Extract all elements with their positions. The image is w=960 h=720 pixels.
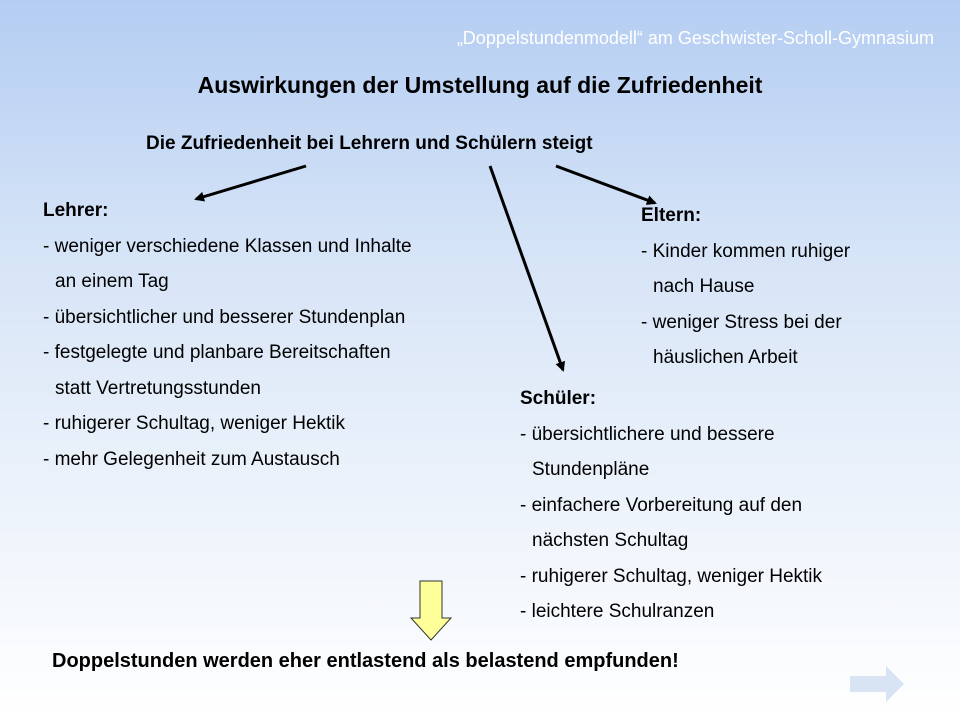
lehrer-point-continuation: statt Vertretungsstunden: [55, 377, 261, 399]
lehrer-point: - ruhigerer Schultag, weniger Hektik: [43, 413, 346, 434]
arrow-to-lehrer: [196, 166, 306, 199]
eltern-point-continuation: häuslichen Arbeit: [653, 347, 798, 368]
slide-subtitle: Die Zufriedenheit bei Lehrern und Schülern steigt: [146, 133, 593, 154]
schueler-point-continuation: Stundenpläne: [532, 459, 650, 480]
eltern-point-continuation: nach Hause: [653, 276, 755, 297]
lehrer-heading: Lehrer:: [43, 200, 109, 221]
conclusion-text: Doppelstunden werden eher entlastend als belastend empfunden!: [52, 650, 679, 672]
arrow-to-schueler: [490, 166, 563, 370]
arrow-to-eltern: [556, 166, 655, 203]
schueler-point: - übersichtlichere und bessere: [520, 423, 775, 445]
eltern-heading: Eltern:: [641, 205, 702, 226]
presentation-header-title: „Doppelstundenmodell“ am Geschwister-Scholl-Gymnasium: [456, 28, 934, 48]
lehrer-point-continuation: an einem Tag: [55, 271, 169, 292]
next-arrow-icon[interactable]: [850, 666, 904, 702]
schueler-point: - leichtere Schulranzen: [520, 601, 715, 622]
page-number: 13: [936, 697, 950, 711]
schueler-heading: Schüler:: [520, 388, 597, 409]
down-arrow-icon: [411, 581, 451, 640]
eltern-point: - Kinder kommen ruhiger: [641, 240, 851, 262]
schueler-point: - ruhigerer Schultag, weniger Hektik: [520, 565, 823, 587]
eltern-point: - weniger Stress bei der: [641, 311, 842, 333]
schueler-point: - einfachere Vorbereitung auf den: [520, 494, 803, 516]
schueler-point-continuation: nächsten Schultag: [532, 530, 689, 551]
lehrer-point: - festgelegte und planbare Bereitschaften: [43, 342, 391, 363]
lehrer-point: - weniger verschiedene Klassen und Inhalte: [43, 235, 412, 257]
lehrer-point: - mehr Gelegenheit zum Austausch: [43, 448, 340, 470]
slide-title: Auswirkungen der Umstellung auf die Zufriedenheit: [197, 72, 763, 98]
lehrer-point: - übersichtlicher und besserer Stundenplan: [43, 306, 406, 328]
footer-date: Januar 2006: [8, 697, 75, 711]
